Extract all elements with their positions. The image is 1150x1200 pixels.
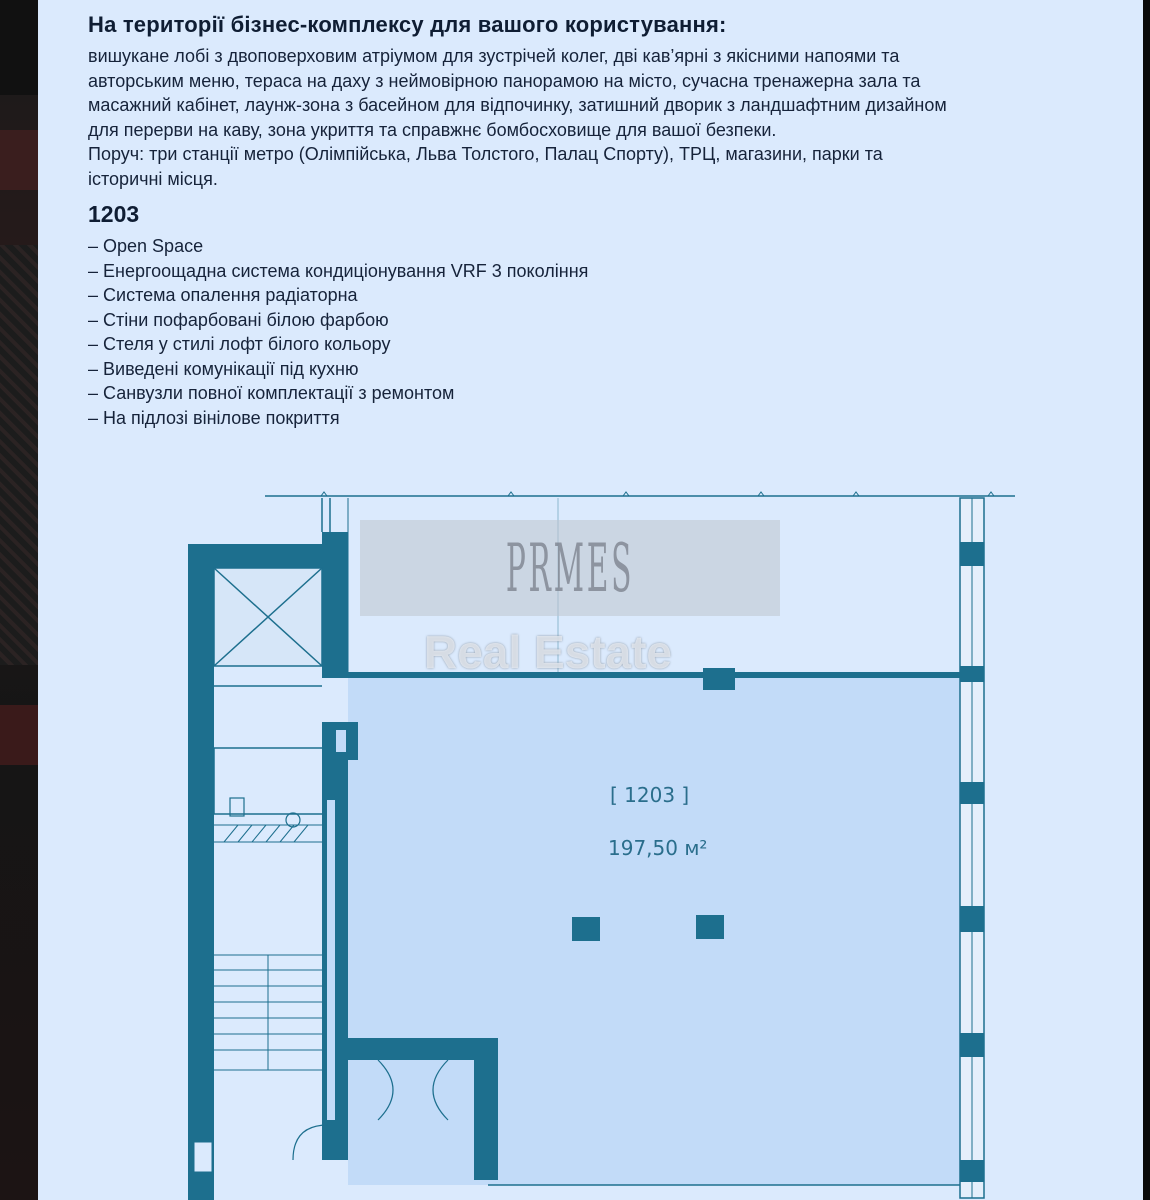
features-list: [88, 234, 588, 430]
watermark-brand: PRMES: [505, 529, 635, 607]
unit-code-heading: 1203: [88, 201, 140, 227]
paragraph-line: авторським меню, тераса на даху з неймовірною панорамою на місто, сучасна тренажерна зала та: [88, 70, 921, 91]
amenities-heading: На території бізнес-комплексу для вашого користування:: [88, 12, 727, 37]
feature-item: – Санвузли повної комплектації з ремонтом: [88, 383, 455, 403]
paragraph-line: історичні місця.: [88, 168, 218, 189]
wall: [188, 544, 214, 1200]
column: [572, 917, 600, 941]
left-background-strip: [0, 0, 38, 1200]
feature-item: – Система опалення радіаторна: [88, 285, 358, 305]
feature-item: – Енергоощадна система кондиціонування VRF 3 покоління: [88, 260, 589, 281]
feature-item: – Open Space: [88, 236, 204, 256]
feature-item: – Стіни пофарбовані білою фарбою: [88, 309, 389, 330]
paragraph-line: для перерви на каву, зона укриття та справжнє бомбосховище для вашої безпеки.: [88, 119, 777, 140]
watermark-subtitle: Real Estate: [424, 626, 673, 678]
feature-item: – Виведені комунікації під кухню: [88, 358, 359, 379]
unit-label: [ 1203 ]: [610, 783, 690, 807]
amenities-paragraph: [88, 44, 1098, 191]
right-background-strip: [1143, 0, 1150, 1200]
unit-area: [348, 675, 960, 1185]
document-page: [38, 0, 1143, 1200]
column: [696, 915, 724, 939]
feature-item: – Стеля у стилі лофт білого кольору: [88, 334, 391, 354]
paragraph-line: Поруч: три станції метро (Олімпійська, Льва Толстого, Палац Спорту), ТРЦ, магазини, парки та: [88, 144, 883, 164]
area-label: 197,50 м²: [608, 836, 708, 860]
feature-item: – На підлозі вінілове покриття: [88, 407, 340, 428]
paragraph-line: масажний кабінет, лаунж-зона з басейном для відпочинку, затишний дворик з ландшафтним дизайном: [88, 95, 947, 115]
paragraph-line: вишукане лобі з двоповерховим атріумом для зустрічей колег, дві кав’ярні з якісними напоями та: [88, 46, 900, 66]
